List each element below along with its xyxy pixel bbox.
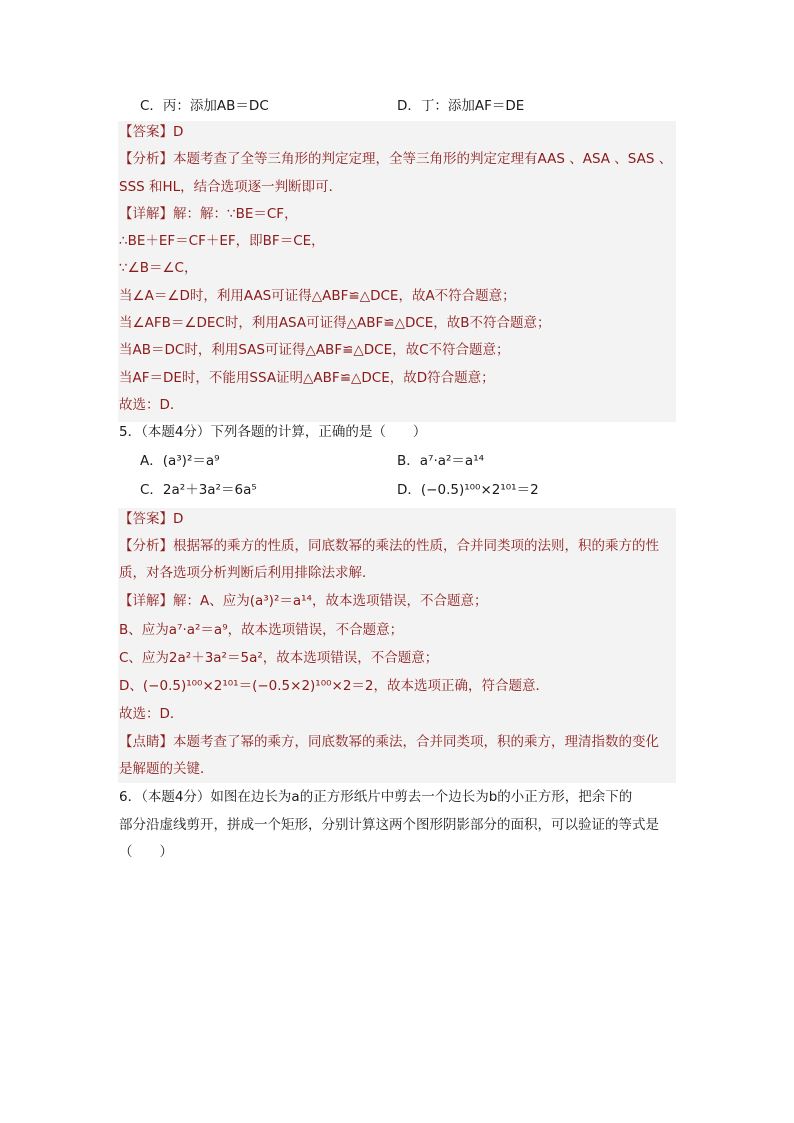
q4-choice: 故选：D． — [119, 397, 184, 413]
q5-option-d: D．(−0.5)¹⁰⁰×2¹⁰¹＝2 — [397, 482, 539, 498]
q4-answer: 【答案】D — [119, 124, 184, 140]
q5-comment-line1: 【点睛】本题考查了幂的乘方，同底数幂的乘法，合并同类项，积的乘方，理清指数的变化 — [119, 734, 659, 750]
q4-detail-line5: 当∠AFB＝∠DEC时，利用ASA可证得△ABF≌△DCE，故B不符合题意； — [119, 315, 551, 331]
q5-comment-line2: 是解题的关键． — [119, 761, 214, 777]
q6-stem-line1: 6．（本题4分）如图在边长为a的正方形纸片中剪去一个边长为b的小正方形，把余下的 — [119, 789, 633, 805]
q4-analysis-line1: 【分析】本题考查了全等三角形的判定定理，全等三角形的判定定理有AAS 、ASA 、SAS 、 — [119, 151, 673, 167]
q4-detail-line3: ∵∠B＝∠C， — [119, 260, 198, 276]
q5-detail-line1: 【详解】解：A、应为(a³)²＝a¹⁴，故本选项错误，不合题意； — [119, 593, 488, 609]
q5-analysis-line2: 质，对各选项分析判断后利用排除法求解． — [119, 565, 376, 581]
q4-detail-line4: 当∠A＝∠D时，利用AAS可证得△ABF≌△DCE，故A不符合题意； — [119, 288, 516, 304]
q4-detail-line1: 【详解】解：解：∵BE＝CF， — [119, 206, 298, 222]
q4-detail-line7: 当AF＝DE时，不能用SSA证明△ABF≌△DCE，故D符合题意； — [119, 370, 495, 386]
q5-detail-line4: D、(−0.5)¹⁰⁰×2¹⁰¹＝(−0.5×2)¹⁰⁰×2＝2，故本选项正确，符合题意． — [119, 678, 550, 694]
q6-stem-line3: （ ） — [119, 844, 173, 860]
q6-stem-line2: 部分沿虚线剪开，拼成一个矩形，分别计算这两个图形阴影部分的面积，可以验证的等式是 — [119, 817, 659, 833]
q5-detail-line2: B、应为a⁷·a²＝a⁹，故本选项错误，不合题意； — [119, 622, 404, 638]
q4-detail-line2: ∴BE＋EF＝CF＋EF，即BF＝CE， — [119, 233, 325, 249]
q5-answer: 【答案】D — [119, 511, 184, 527]
q4-option-d: D．丁：添加AF＝DE — [397, 98, 525, 114]
q5-option-a: A．(a³)²＝a⁹ — [140, 453, 220, 469]
q5-analysis-line1: 【分析】根据幂的乘方的性质，同底数幂的乘法的性质，合并同类项的法则，积的乘方的性 — [119, 538, 659, 554]
q4-detail-line6: 当AB＝DC时，利用SAS可证得△ABF≌△DCE，故C不符合题意； — [119, 342, 510, 358]
q5-stem: 5．（本题4分）下列各题的计算，正确的是（ ） — [119, 424, 427, 440]
q4-option-c: C．丙：添加AB＝DC — [140, 98, 269, 114]
q5-option-b: B．a⁷·a²＝a¹⁴ — [397, 453, 485, 469]
q5-choice: 故选：D． — [119, 706, 184, 722]
q4-analysis-line2: SSS 和HL，结合选项逐一判断即可． — [119, 179, 343, 195]
q5-detail-line3: C、应为2a²＋3a²＝5a²，故本选项错误，不合题意； — [119, 650, 439, 666]
q5-option-c: C．2a²＋3a²＝6a⁵ — [140, 482, 257, 498]
